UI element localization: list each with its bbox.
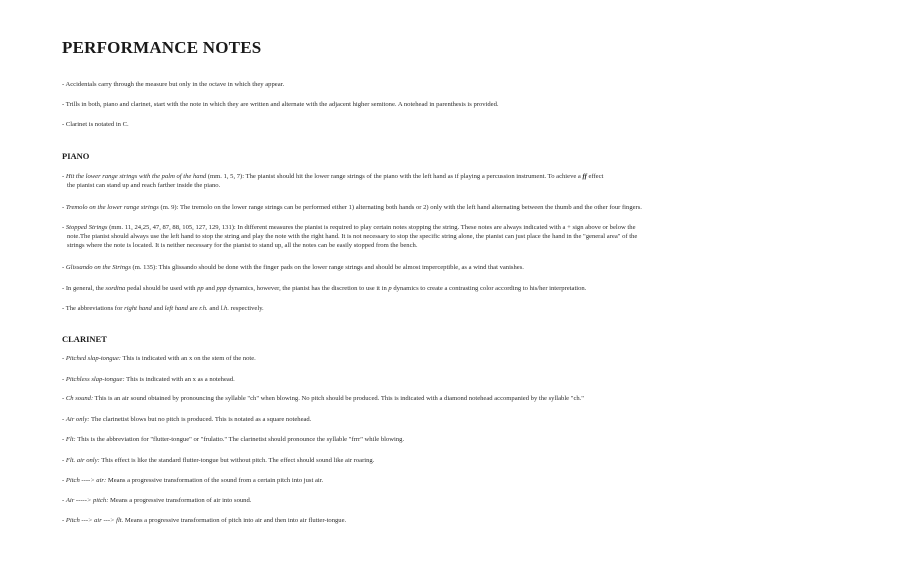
clarinet-heading: CLARINET	[62, 334, 107, 344]
piano-note: - Glissando on the Strings (m. 135): This glissando should be done with the finger pads on the lower range strings and should be almost imperceptible, as a wind that vanishes.	[62, 264, 524, 271]
clarinet-note: - Pitch ---> air ---> flt. Means a progressive transformation of pitch into air and then into air flutter-tongue.	[62, 517, 347, 524]
piano-note: - In general, the sordina pedal should be used with pp and ppp dynamics, however, the pianist has the discretion to use it in p dynamics to create a contrasting color according to his/her interpretation.	[62, 285, 587, 292]
piano-note: - Hit the lower range strings with the palm of the hand (mm. 1, 5, 7): The pianist should hit the lower range strings of the piano with the left hand as if playing a percussion instrument. To achieve a ff effect the pianist can stand up and reach farther inside the piano.	[62, 173, 604, 189]
clarinet-note: - Pitch ----> air: Means a progressive transformation of the sound from a certain pitch into just air.	[62, 477, 324, 484]
clarinet-note: - Flt. air only: This effect is like the standard flutter-tongue but without pitch. The effect should sound like air roaring.	[62, 457, 375, 464]
piano-note: - Stopped Strings (mm. 11, 24,25, 47, 87, 88, 105, 127, 129, 131): In different measures the pianist is required to play certain notes stopping the string. These notes are always indicated with a + sign above or below the note.The pianist should always use the left hand to stop the string and play the note with the right hand. It is not necessary to stop the specific string alone, the pianist can just place the hand in the "general area" of the strings where the note is located. It is neither necessary for the pianist to stand up, all the notes can be easily stopped from the bench.	[62, 224, 638, 249]
clarinet-note: - Flt: This is the abbreviation for "flutter-tongue" or "frulatto." The clarinetist should pronounce the syllable "frrr" while blowing.	[62, 436, 405, 443]
clarinet-note: - Ch sound: This is an air sound obtained by pronouncing the syllable "ch" when blowing. No pitch should be produced. This is indicated with a diamond notehead accompanied by the syllable "ch."	[62, 395, 585, 402]
general-note: - Clarinet is notated in C.	[62, 121, 129, 128]
piano-heading: PIANO	[62, 151, 90, 161]
clarinet-note: - Pitchless slap-tongue: This is indicated with an x as a notehead.	[62, 376, 235, 383]
page-title: PERFORMANCE NOTES	[62, 38, 262, 57]
clarinet-note: - Pitched slap-tongue: This is indicated with an x on the stem of the note.	[62, 355, 256, 362]
piano-note: - The abbreviations for right hand and left hand are r.h. and l.h. respectively.	[62, 305, 264, 312]
clarinet-note: - Air only: The clarinetist blows but no pitch is produced. This is notated as a square notehead.	[62, 416, 312, 423]
clarinet-note: - Air -----> pitch: Means a progressive transformation of air into sound.	[62, 497, 252, 504]
general-note: - Trills in both, piano and clarinet, start with the note in which they are written and alternate with the adjacent higher semitone. A notehead in parenthesis is provided.	[62, 101, 499, 108]
piano-note: - Tremolo on the lower range strings (m. 9): The tremolo on the lower range strings can be performed either 1) alternating both hands or 2) only with the left hand alternating between the thumb and the other four fingers.	[62, 204, 642, 211]
general-note: - Accidentals carry through the measure but only in the octave in which they appear.	[62, 81, 285, 88]
